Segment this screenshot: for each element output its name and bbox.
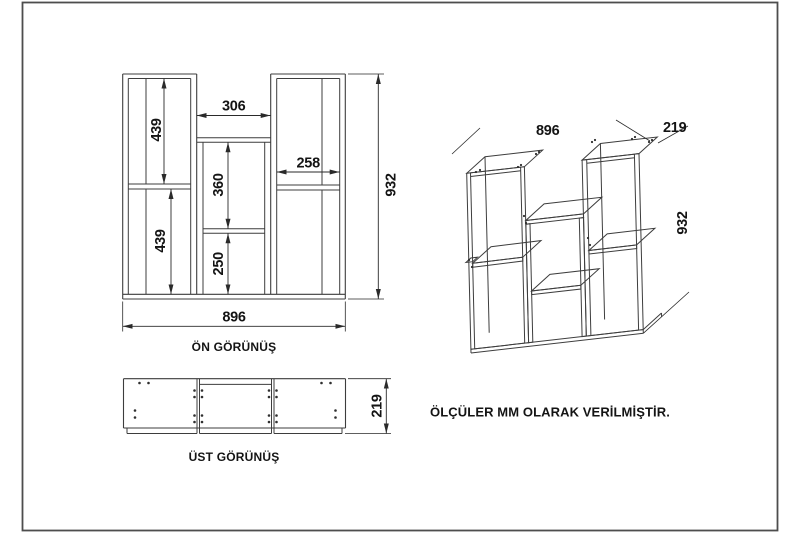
front-dim-left-lower: 439	[153, 229, 169, 253]
top-view-screw-dots	[134, 382, 337, 424]
front-dim-middle-lower: 250	[211, 252, 227, 276]
front-dim-left-upper: 439	[149, 118, 165, 142]
front-view-drawing	[123, 74, 400, 354]
front-dim-opening-width: 306	[222, 98, 246, 115]
front-dim-right-shelf-width: 258	[296, 155, 320, 172]
front-dim-total-width: 896	[222, 309, 246, 326]
measurement-unit-note: ÖLÇÜLER MM OLARAK VERİLMİŞTİR.	[430, 404, 670, 420]
page-border-frame	[23, 3, 778, 531]
top-dim-depth: 219	[369, 394, 386, 418]
iso-dim-total-height: 932	[675, 211, 691, 235]
top-view-drawing	[124, 379, 392, 464]
front-view-caption: ÖN GÖRÜNÜŞ	[191, 340, 277, 354]
iso-dim-depth: 219	[663, 120, 687, 136]
iso-leader-lines	[452, 120, 689, 333]
front-dim-middle-upper: 360	[211, 173, 227, 197]
front-dim-total-height: 932	[383, 173, 400, 197]
isometric-view-drawing	[452, 120, 691, 353]
top-view-caption: ÜST GÖRÜNÜŞ	[188, 450, 280, 464]
iso-dim-total-width: 896	[536, 123, 560, 139]
